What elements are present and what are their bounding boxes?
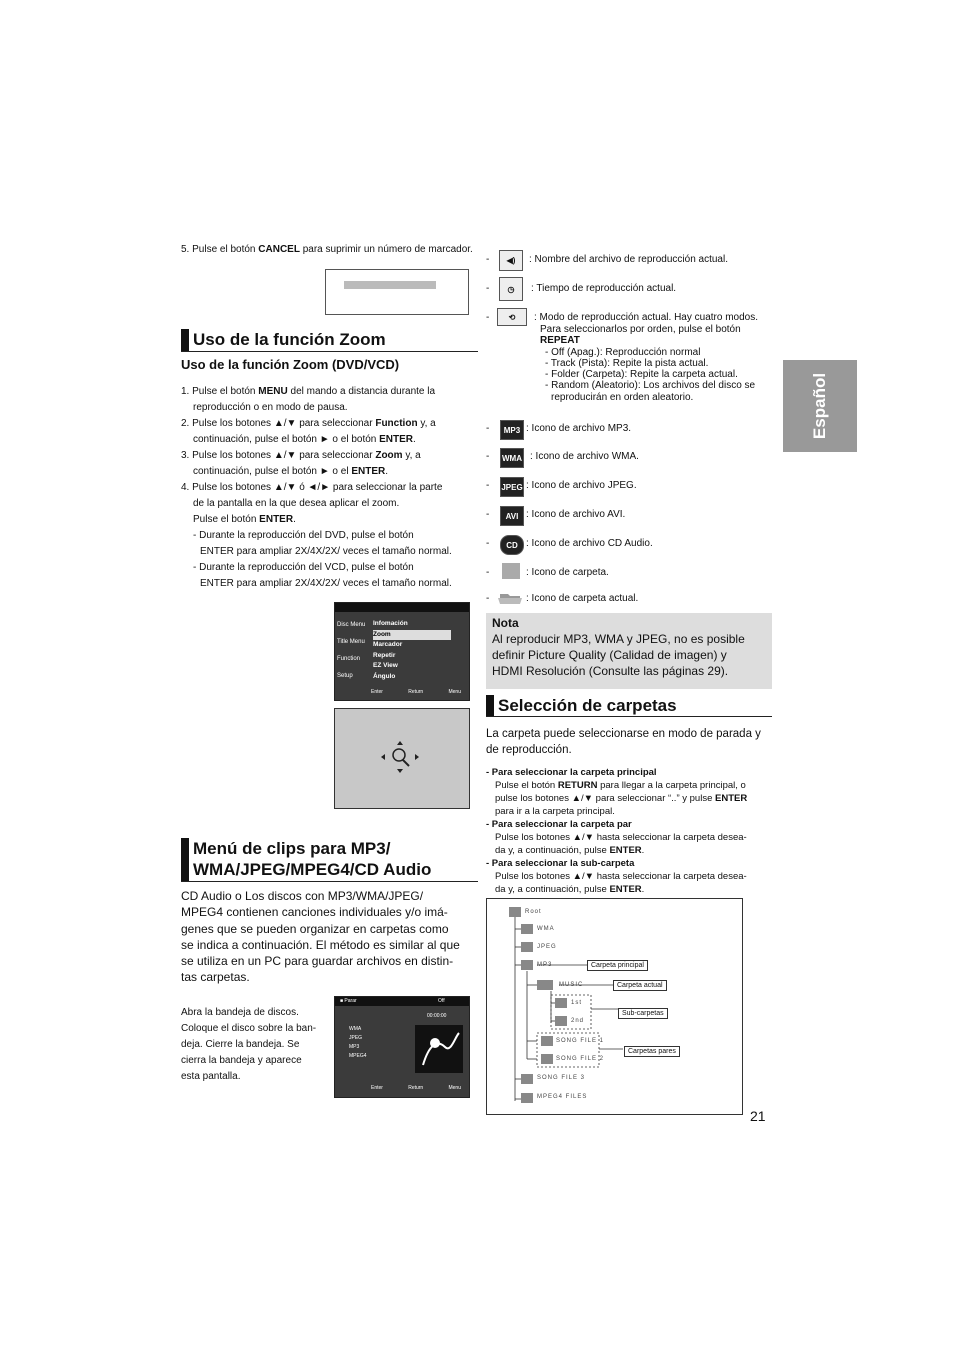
menu-item[interactable]: Marcador: [373, 641, 403, 648]
tag-carpetas-pares: Carpetas pares: [624, 1046, 680, 1057]
nota-box: [486, 613, 772, 689]
zoom-step-2: 2. Pulse los botones ▲/▼ para seleccionar Function y, a: [181, 418, 436, 429]
tree-node: MPEG4 FILES: [537, 1094, 588, 1100]
tag-carpeta-actual: Carpeta actual: [613, 980, 667, 991]
folders-instructions: - Para seleccionar la carpeta principal Pulse el botón RETURN para llegar a la carpeta principal, o pulse los botones ▲/▼ para seleccionar “..” y pulse ENTER para ir a la carpeta principal. - Para seleccionar la carpeta par Pulse los botones ▲/▼ hasta seleccionar la carpeta desea- da y, a continuación, pulse ENTER. - Para seleccionar la sub-carpeta Pulse los botones ▲/▼ hasta seleccionar la carpeta desea- da y, a continuación, pulse ENTER.: [486, 767, 748, 895]
tree-node: 2nd: [571, 1018, 585, 1024]
player-screen: [334, 996, 470, 1098]
step-5: 5. Pulse el botón CANCEL para suprimir un número de marcador.: [181, 244, 473, 255]
menu-item-selected[interactable]: Zoom: [373, 630, 451, 641]
marker-bar: [344, 281, 436, 289]
mp3-body: CD Audio o Los discos con MP3/WMA/JPEG/ MPEG4 contienen canciones individuales y/o imá- genes que se pueden organizar en carpetas como se indica a continuación. El método es similar al que se utiliza en un PC para guardar archivos en distin- tas carpetas.: [181, 889, 460, 985]
play-time: 00:00:00: [427, 1013, 447, 1019]
wma-file-icon: WMA: [500, 448, 524, 468]
tree-node: WMA: [537, 926, 555, 932]
note-dvd: - Durante la reproducción del DVD, pulse el botón: [193, 530, 414, 541]
function-menu-screen: [334, 602, 470, 701]
tree-node: MUSIC: [559, 982, 584, 988]
open-folder-icon: [498, 591, 522, 605]
repeat-detail: Para seleccionarlos por orden, pulse el botón REPEAT - Off (Apag.): Reproducción normal - Track (Pista): Repite la pista actual. - Folder (Carpeta): Repite la carpeta actual. - Random (Aleatorio): Los archivos del disco se reproducirán en orden aleatorio.: [540, 324, 756, 403]
tag-sub-carpetas: Sub-carpetas: [618, 1008, 668, 1019]
menu-item[interactable]: EZ View: [373, 662, 398, 669]
repeat-icon: ⟲: [497, 308, 527, 326]
mp3-file-icon: MP3: [500, 420, 524, 440]
tree-node: 1st: [571, 1000, 583, 1006]
language-tab: Español: [783, 360, 857, 452]
speaker-icon: ◀): [499, 250, 523, 271]
nota-title: Nota: [492, 616, 519, 630]
folder-icon: [502, 563, 520, 579]
menu-side: Disc Menu Title Menu Function Setup: [337, 622, 366, 679]
mp3-instructions: Abra la bandeja de discos. Coloque el disco sobre la ban- deja. Cierre la bandeja. Se cierra la bandeja y aparece esta pantalla.: [181, 1007, 317, 1082]
avi-file-icon: AVI: [500, 506, 524, 526]
folders-intro: La carpeta puede seleccionarse en modo de parada y de reproducción.: [486, 728, 761, 756]
tree-node: Root: [525, 909, 542, 915]
stop-label: ■ Parar: [340, 998, 357, 1004]
zoom-step-1: 1. Pulse el botón MENU del mando a distancia durante la: [181, 386, 436, 397]
folders-title: Selección de carpetas: [486, 695, 772, 717]
tree-node: SONG FILE 3: [537, 1075, 586, 1081]
page-number: 21: [750, 1108, 766, 1124]
zoom-step-3: 3. Pulse los botones ▲/▼ para seleccionar Zoom y, a: [181, 450, 421, 461]
zoom-subtitle: Uso de la función Zoom (DVD/VCD): [181, 357, 400, 372]
player-footer: Enter Return Menu: [371, 1085, 461, 1091]
tree-node: SONG FILE 1: [556, 1038, 605, 1044]
zoom-title: Uso de la función Zoom: [181, 329, 478, 352]
mp3-title: Menú de clips para MP3/ WMA/JPEG/MPEG4/CD Audio: [181, 838, 478, 882]
marker-screen: [325, 269, 469, 315]
menu-item[interactable]: Ángulo: [373, 672, 396, 680]
zoom-screen: [334, 708, 470, 809]
tree-node: SONG FILE 2: [556, 1056, 605, 1062]
folder-tree-diagram: [486, 898, 743, 1115]
repeat-mode: Off: [438, 998, 445, 1004]
menu-item[interactable]: Repetir: [373, 651, 396, 659]
zoom-steps: 1. Pulse el botón MENU del mando a distancia durante la reproducción o en modo de pausa. 2. Pulse los botones ▲/▼ para seleccionar Function y, a continuación, pulse el botón ► o el botón ENTER. 3. Pulse los botones ▲/▼ para seleccionar Zoom y, a continuación, pulse el botón ► o el ENTER. 4. Pulse los botones ▲/▼ ó ◄/► para seleccionar la parte de la pantalla en la que desea aplicar el zoom. Pulse el botón ENTER. - Durante la reproducción del DVD, pulse el botón ENTER para ampliar 2X/4X/2X/ veces el tamaño normal. - Durante la reproducción del VCD, pulse el botón ENTER para ampliar 2X/4X/2X/ veces el tamaño normal.: [181, 384, 471, 592]
zoom-step-4: 4. Pulse los botones ▲/▼ ó ◄/► para seleccionar la parte: [181, 482, 443, 493]
tree-node: MP3: [537, 962, 553, 968]
menu-footer: Enter Return Menu: [371, 689, 461, 695]
file-list: WMA JPEG MP3 MPEG4: [349, 1026, 367, 1059]
jpeg-file-icon: JPEG: [500, 477, 524, 497]
cd-file-icon: CD: [500, 535, 524, 555]
tag-carpeta-principal: Carpeta principal: [587, 960, 648, 971]
cover-thumbnail-icon: [415, 1025, 463, 1073]
note-vcd: - Durante la reproducción del VCD, pulse el botón: [193, 562, 414, 573]
nota-text: Al reproducir MP3, WMA y JPEG, no es posible definir Picture Quality (Calidad de imagen) y HDMI Resolución (Consulte las páginas 29).: [492, 632, 745, 678]
clock-icon: ◷: [499, 277, 523, 301]
menu-items: [373, 619, 451, 682]
magnifier-icon: [335, 709, 469, 808]
tree-node: JPEG: [537, 944, 557, 950]
menu-item[interactable]: Infomación: [373, 620, 408, 627]
